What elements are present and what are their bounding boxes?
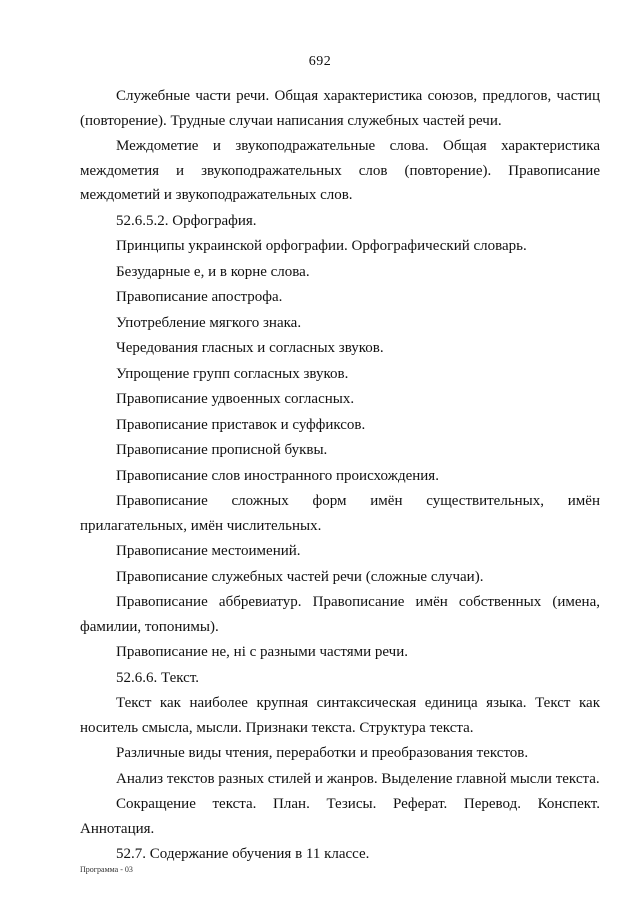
section-heading-orthography: 52.6.5.2. Орфография. [116, 212, 257, 229]
paragraph-13: Правописание слов иностранного происхождения. [116, 467, 439, 484]
paragraph-9: Упрощение групп согласных звуков. [116, 365, 349, 382]
paragraph-1: Служебные части речи. Общая характеристика союзов, предлогов, частиц (повторение). Трудные случаи написания служебных частей речи. [80, 88, 600, 129]
paragraph-16: Правописание служебных частей речи (сложные случаи). [116, 568, 484, 585]
page-number: 692 [308, 54, 332, 69]
paragraph-15: Правописание местоимений. [116, 543, 301, 559]
paragraph-4: Принципы украинской орфографии. Орфографический словарь. [116, 238, 527, 254]
paragraph-14: Правописание сложных форм имён существительных, имён прилагательных, имён числительных. [80, 493, 600, 534]
section-heading-grade-11: 52.7. Содержание обучения в 11 классе. [116, 846, 370, 862]
paragraph-20: Текст как наиболее крупная синтаксическая единица языка. Текст как носитель смысла, мысли. Признаки текста. Структура текста. [80, 695, 600, 736]
footer-label: Программа - 03 [80, 865, 133, 874]
paragraph-10: Правописание удвоенных согласных. [116, 391, 355, 407]
paragraph-11: Правописание приставок и суффиксов. [116, 416, 366, 433]
paragraph-21: Различные виды чтения, переработки и преобразования текстов. [116, 745, 529, 761]
paragraph-23: Сокращение текста. План. Тезисы. Реферат. Перевод. Конспект. Аннотация. [80, 796, 600, 837]
paragraph-17: Правописание аббревиатур. Правописание имён собственных (имена, фамилии, топонимы). [80, 594, 600, 635]
section-heading-text: 52.6.6. Текст. [116, 669, 199, 686]
paragraph-12: Правописание прописной буквы. [116, 442, 328, 458]
paragraph-18: Правописание не, ні с разными частями речи. [116, 644, 408, 660]
paragraph-2: Междометие и звукоподражательные слова. Общая характеристика междометия и звукоподражательных слов (повторение). Правописание междометий и звукоподражательных слов. [80, 138, 600, 203]
paragraph-8: Чередования гласных и согласных звуков. [116, 340, 384, 356]
paragraph-6: Правописание апострофа. [116, 289, 283, 305]
paragraph-22: Анализ текстов разных стилей и жанров. Выделение главной мысли текста. [116, 770, 600, 787]
paragraph-5: Безударные е, и в корне слова. [116, 263, 310, 280]
document-body [80, 84, 600, 868]
paragraph-7: Употребление мягкого знака. [116, 314, 302, 331]
